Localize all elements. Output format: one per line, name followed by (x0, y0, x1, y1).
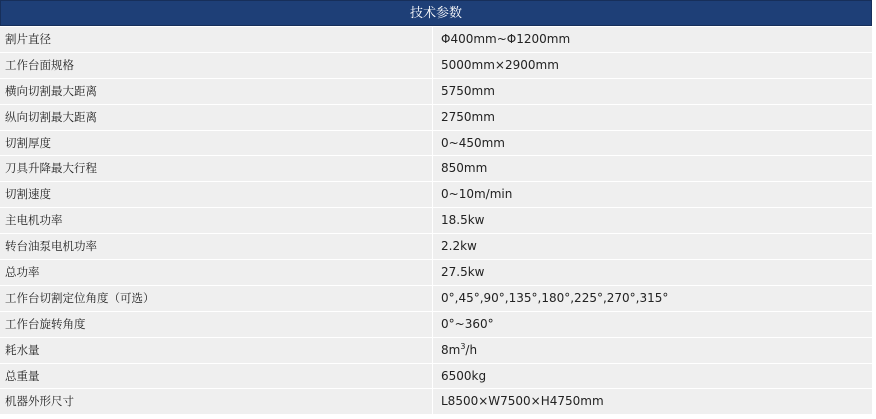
row-value: Φ400mm~Φ1200mm (433, 27, 872, 52)
water-unit-suffix: /h (465, 342, 478, 357)
table-row (0, 260, 872, 285)
row-label: 工作台切割定位角度（可选） (0, 286, 432, 311)
row-label: 横向切割最大距离 (0, 79, 432, 104)
water-value: 8m (441, 342, 461, 357)
row-value: 850mm (433, 156, 872, 181)
row-value: 5750mm (433, 79, 872, 104)
row-value: 5000mm×2900mm (433, 53, 872, 78)
row-label: 刀具升降最大行程 (0, 156, 432, 181)
table-row (0, 156, 872, 181)
row-value: 27.5kw (433, 260, 872, 285)
row-value: 0°,45°,90°,135°,180°,225°,270°,315° (433, 286, 872, 311)
row-label: 耗水量 (0, 338, 432, 363)
row-value: 6500kg (433, 364, 872, 389)
row-label: 工作台面规格 (0, 53, 432, 78)
row-value: L8500×W7500×H4750mm (433, 389, 872, 414)
table-row (0, 131, 872, 156)
table-row (0, 53, 872, 78)
table-row (0, 182, 872, 207)
row-value (433, 338, 872, 363)
table-row (0, 105, 872, 130)
table-row (0, 312, 872, 337)
row-label: 主电机功率 (0, 208, 432, 233)
row-value: 0°~360° (433, 312, 872, 337)
row-label: 切割速度 (0, 182, 432, 207)
row-value: 0~10m/min (433, 182, 872, 207)
table-row (0, 338, 872, 363)
row-label: 转台油泵电机功率 (0, 234, 432, 259)
row-label: 切割厚度 (0, 131, 432, 156)
row-label: 工作台旋转角度 (0, 312, 432, 337)
table-row (0, 208, 872, 233)
water-exponent: 3 (460, 341, 466, 351)
table-row (0, 286, 872, 311)
row-label: 纵向切割最大距离 (0, 105, 432, 130)
row-value: 18.5kw (433, 208, 872, 233)
table-row (0, 234, 872, 259)
row-value: 0~450mm (433, 131, 872, 156)
table-row (0, 364, 872, 389)
table-row (0, 79, 872, 104)
table-title: 技术参数 (0, 0, 872, 26)
table-row (0, 389, 872, 414)
row-label: 总功率 (0, 260, 432, 285)
row-value: 2.2kw (433, 234, 872, 259)
row-value: 2750mm (433, 105, 872, 130)
table-row (0, 27, 872, 52)
row-label: 总重量 (0, 364, 432, 389)
row-label: 割片直径 (0, 27, 432, 52)
row-label: 机器外形尺寸 (0, 389, 432, 414)
